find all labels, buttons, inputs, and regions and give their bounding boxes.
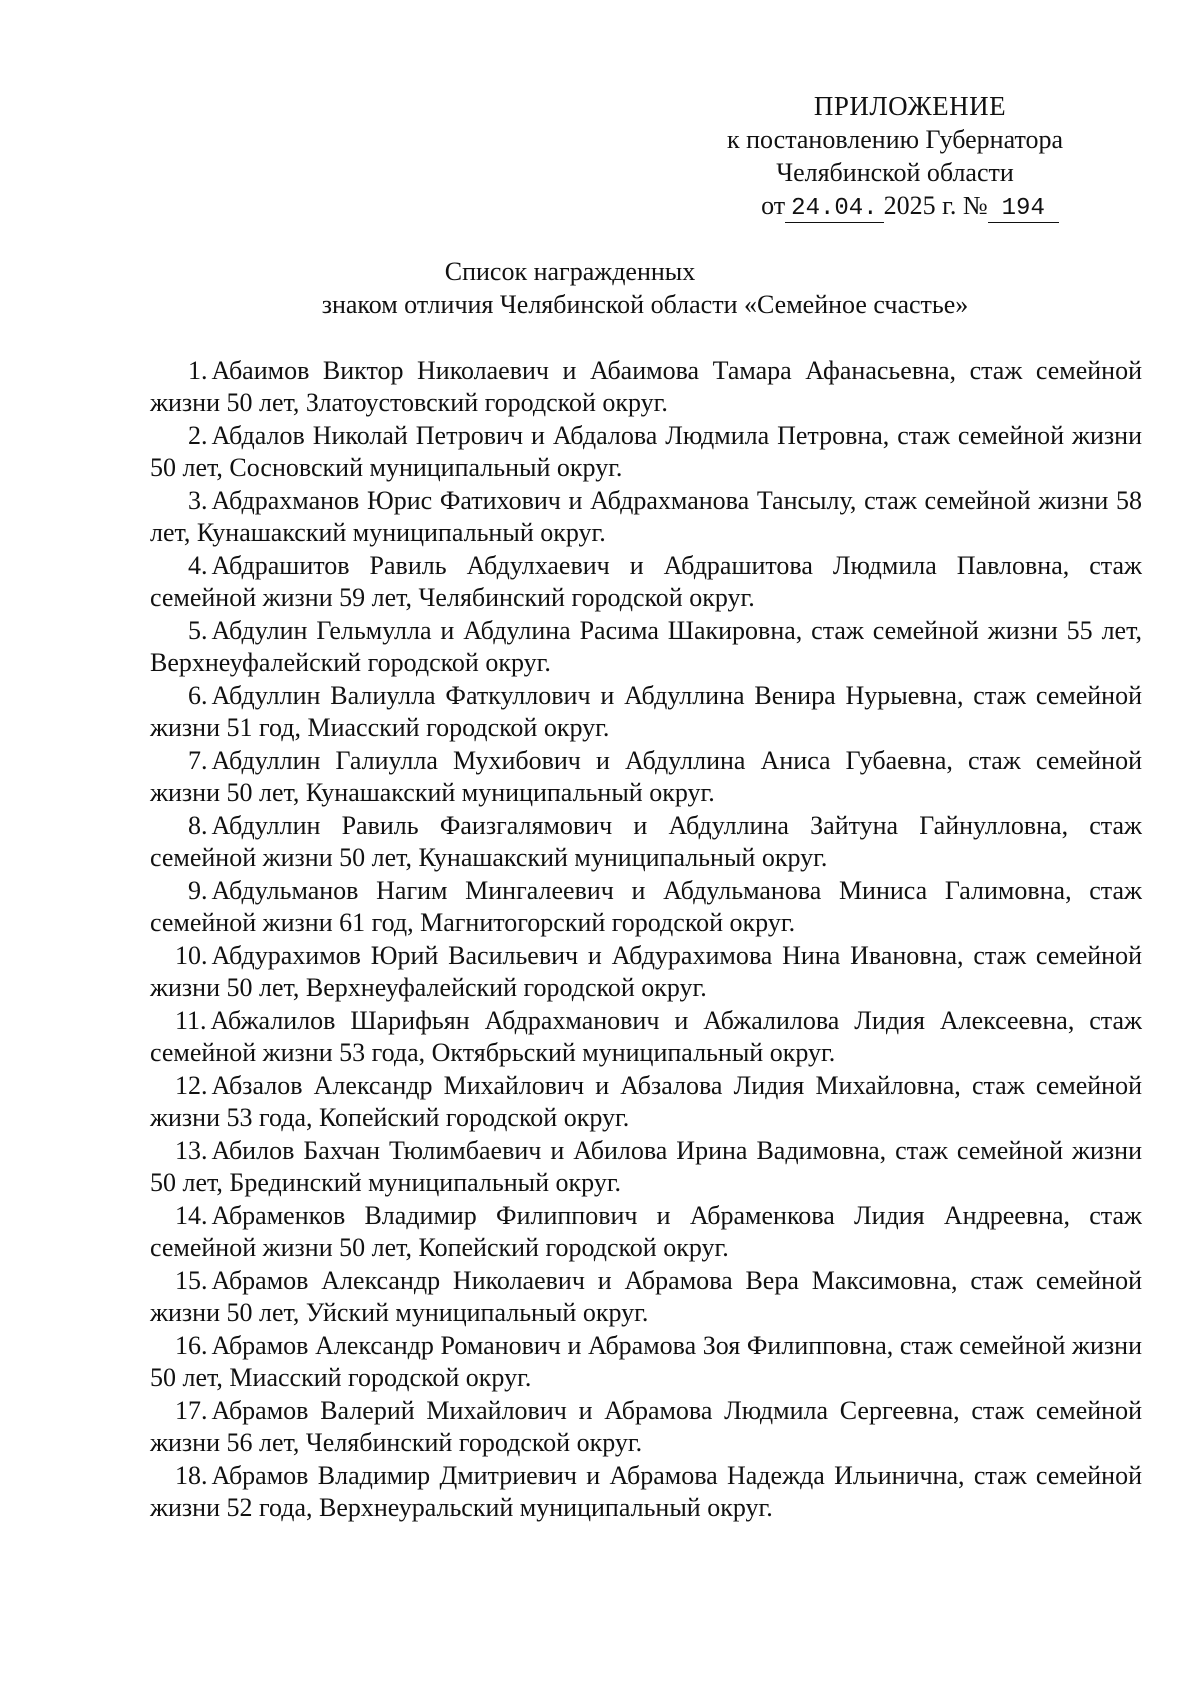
item-text: Абдрахманов Юрис Фатихович и Абдрахманова Тансылу, стаж семейной жизни 58 лет, Кунашакский муниципальный округ. (150, 486, 1142, 547)
item-number: 11. (175, 1006, 207, 1035)
decree-date: 24.04. (785, 195, 883, 223)
item-number: 3. (188, 486, 208, 515)
item-number: 10. (175, 941, 208, 970)
item-number: 18. (175, 1461, 208, 1490)
appendix-date-line (700, 189, 1090, 225)
item-number: 7. (188, 746, 208, 775)
item-number: 4. (188, 551, 208, 580)
item-text: Абрамов Александр Романович и Абрамова Зоя Филипповна, стаж семейной жизни 50 лет, Миасский городской округ. (150, 1331, 1142, 1392)
date-prefix: от (761, 191, 786, 220)
item-number: 16. (175, 1331, 208, 1360)
list-item (150, 745, 1142, 809)
list-item (150, 355, 1142, 419)
item-text: Абжалилов Шарифьян Абдрахманович и Абжалилова Лидия Алексеевна, стаж семейной жизни 53 года, Октябрьский муниципальный округ. (150, 1006, 1142, 1067)
item-text: Абзалов Александр Михайлович и Абзалова Лидия Михайловна, стаж семейной жизни 53 года, Копейский городской округ. (150, 1071, 1142, 1132)
item-text: Абдуллин Галиулла Мухибович и Абдуллина Аниса Губаевна, стаж семейной жизни 50 лет, Кунашакский муниципальный округ. (150, 746, 1142, 807)
list-item (150, 1070, 1142, 1134)
item-text: Абдуллин Валиулла Фаткуллович и Абдуллина Венира Нурыевна, стаж семейной жизни 51 год, Миасский городской округ. (150, 681, 1142, 742)
item-number: 13. (175, 1136, 208, 1165)
list-item (150, 875, 1142, 939)
list-title (150, 255, 1140, 321)
item-text: Абдульманов Нагим Мингалеевич и Абдульманова Миниса Галимовна, стаж семейной жизни 61 год, Магнитогорский городской округ. (150, 876, 1142, 937)
item-number: 1. (188, 356, 208, 385)
list-item (150, 1460, 1142, 1524)
list-item (150, 485, 1142, 549)
item-number: 14. (175, 1201, 208, 1230)
item-number: 5. (188, 616, 208, 645)
appendix-line-1: к постановлению Губернатора (726, 125, 1064, 154)
list-title-line-1: Список награжденных (444, 257, 696, 286)
item-text: Абраменков Владимир Филиппович и Абраменкова Лидия Андреевна, стаж семейной жизни 50 лет, Копейский городской округ. (150, 1201, 1142, 1262)
appendix-line-2: Челябинской области (776, 158, 1014, 187)
list-item (150, 1265, 1142, 1329)
awardees-list (150, 355, 1142, 1525)
item-text: Абдрашитов Равиль Абдулхаевич и Абдрашитова Людмила Павловна, стаж семейной жизни 59 лет, Челябинский городской округ. (150, 551, 1142, 612)
appendix-title: ПРИЛОЖЕНИЕ (813, 91, 1007, 121)
list-item (150, 550, 1142, 614)
list-title-line-2: знаком отличия Челябинской области «Семейное счастье» (321, 290, 969, 319)
item-text: Абрамов Александр Николаевич и Абрамова Вера Максимовна, стаж семейной жизни 50 лет, Уйский муниципальный округ. (150, 1266, 1142, 1327)
item-text: Абаимов Виктор Николаевич и Абаимова Тамара Афанасьевна, стаж семейной жизни 50 лет, Златоустовский городской округ. (150, 356, 1142, 417)
item-number: 2. (188, 421, 208, 450)
list-item (150, 1395, 1142, 1459)
list-item (150, 1135, 1142, 1199)
item-number: 9. (188, 876, 208, 905)
item-text: Абдуллин Равиль Фаизгалямович и Абдуллина Зайтуна Гайнулловна, стаж семейной жизни 50 лет, Кунашакский муниципальный округ. (150, 811, 1142, 872)
appendix-header (700, 90, 1090, 225)
list-item (150, 680, 1142, 744)
item-text: Абилов Бахчан Тюлимбаевич и Абилова Ирина Вадимовна, стаж семейной жизни 50 лет, Брединский муниципальный округ. (150, 1136, 1142, 1197)
list-item (150, 810, 1142, 874)
item-text: Абдалов Николай Петрович и Абдалова Людмила Петровна, стаж семейной жизни 50 лет, Сосновский муниципальный округ. (150, 421, 1142, 482)
list-item (150, 1330, 1142, 1394)
item-number: 8. (188, 811, 208, 840)
item-text: Абрамов Валерий Михайлович и Абрамова Людмила Сергеевна, стаж семейной жизни 56 лет, Челябинский городской округ. (150, 1396, 1142, 1457)
item-text: Абрамов Владимир Дмитриевич и Абрамова Надежда Ильинична, стаж семейной жизни 52 года, Верхнеуральский муниципальный округ. (150, 1461, 1142, 1522)
item-number: 17. (175, 1396, 208, 1425)
item-text: Абдулин Гельмулла и Абдулина Расима Шакировна, стаж семейной жизни 55 лет, Верхнеуфалейский городской округ. (150, 616, 1142, 677)
list-item (150, 420, 1142, 484)
list-item (150, 1005, 1142, 1069)
list-item (150, 1200, 1142, 1264)
item-number: 6. (188, 681, 208, 710)
item-number: 12. (175, 1071, 208, 1100)
list-item (150, 940, 1142, 1004)
decree-number: 194 (988, 195, 1059, 223)
year-suffix: 2025 г. № (883, 191, 988, 220)
item-text: Абдурахимов Юрий Васильевич и Абдурахимова Нина Ивановна, стаж семейной жизни 50 лет, Верхнеуфалейский городской округ. (150, 941, 1142, 1002)
item-number: 15. (175, 1266, 208, 1295)
list-item (150, 615, 1142, 679)
